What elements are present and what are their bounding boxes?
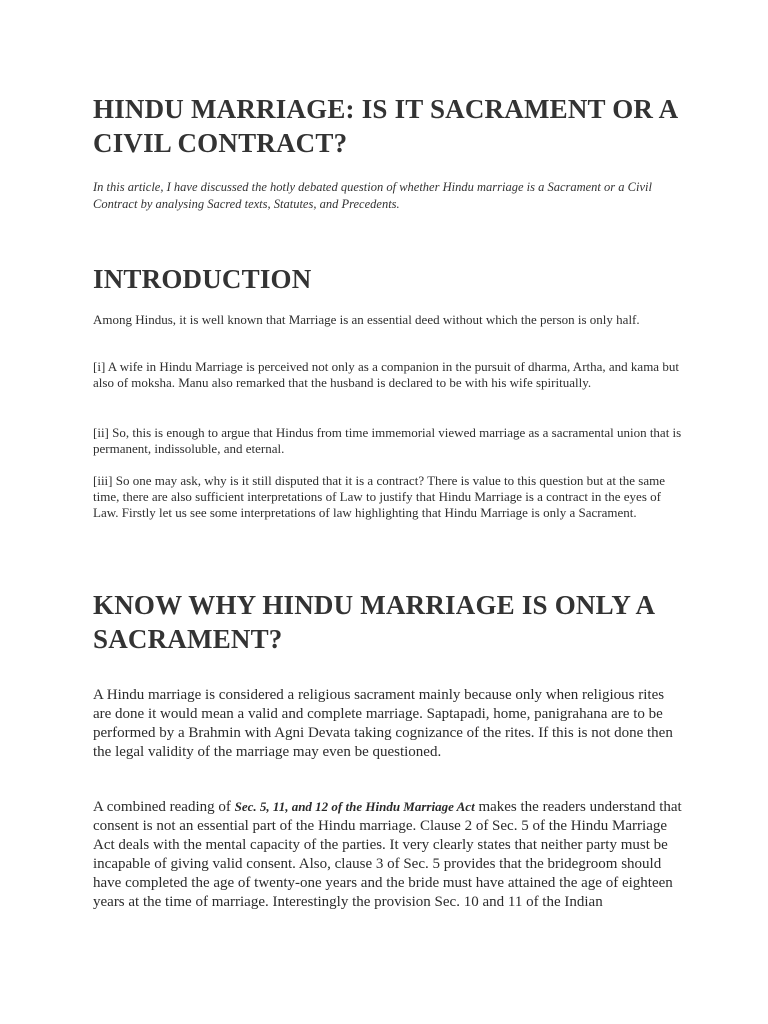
intro-paragraph-4: [iii] So one may ask, why is it still disputed that it is a contract? There is value to this question but at the same time, there are also sufficient interpretations of Law to justify that Hindu Marriage is a contract in the eyes of Law. Firstly let us see some interpretations of law highlighting that Hindu Marriage is only a Sacrament. [93,473,666,520]
article-title: HINDU MARRIAGE: IS IT SACRAMENT OR A CIVIL CONTRACT? [93,94,677,158]
article-intro: In this article, I have discussed the hotly debated question of whether Hindu marriage is a Sacrament or a Civil Contract by analysing Sacred texts, Statutes, and Precedents. [93,180,652,211]
sacrament-heading: KNOW WHY HINDU MARRIAGE IS ONLY A SACRAMENT? [93,590,654,654]
hindu-marriage-act-reference: Sec. 5, 11, and 12 of the Hindu Marriage Act [234,799,475,814]
paragraph-rest-text: makes the readers understand that consent is not an essential part of the Hindu marriage. Clause 2 of Sec. 5 of the Hindu Marriage Act deals with the mental capacity of the parties. It very clearly states that neither party must be incapable of giving valid consent. Also, clause 3 of Sec. 5 provides that the bridegroom should have completed the age of twenty-one years and the bride must have attained the age of eighteen years at the time of marriage. Interestingly the provision Sec. 10 and 11 of the Indian [93,799,682,910]
sacrament-paragraph-1: A Hindu marriage is considered a religious sacrament mainly because only when religious rites are done it would mean a valid and complete marriage. Saptapadi, home, panigrahana are to be performed by a Brahmin with Agni Devata taking cognizance of the rites. If this is not done then the legal validity of the marriage may even be questioned. [93,687,673,760]
paragraph-lead-text: A combined reading of [93,799,235,815]
intro-paragraph-2: [i] A wife in Hindu Marriage is perceived not only as a companion in the pursuit of dharma, Artha, and kama but also of moksha. Manu also remarked that the husband is declared to be with his wife spiritually. [93,359,679,390]
sacrament-paragraph-2 [93,797,683,912]
intro-paragraph-1: Among Hindus, it is well known that Marriage is an essential deed without which the person is only half. [93,312,640,327]
introduction-heading: INTRODUCTION [93,264,312,294]
intro-paragraph-3: [ii] So, this is enough to argue that Hindus from time immemorial viewed marriage as a sacramental union that is permanent, indissoluble, and eternal. [93,425,682,456]
